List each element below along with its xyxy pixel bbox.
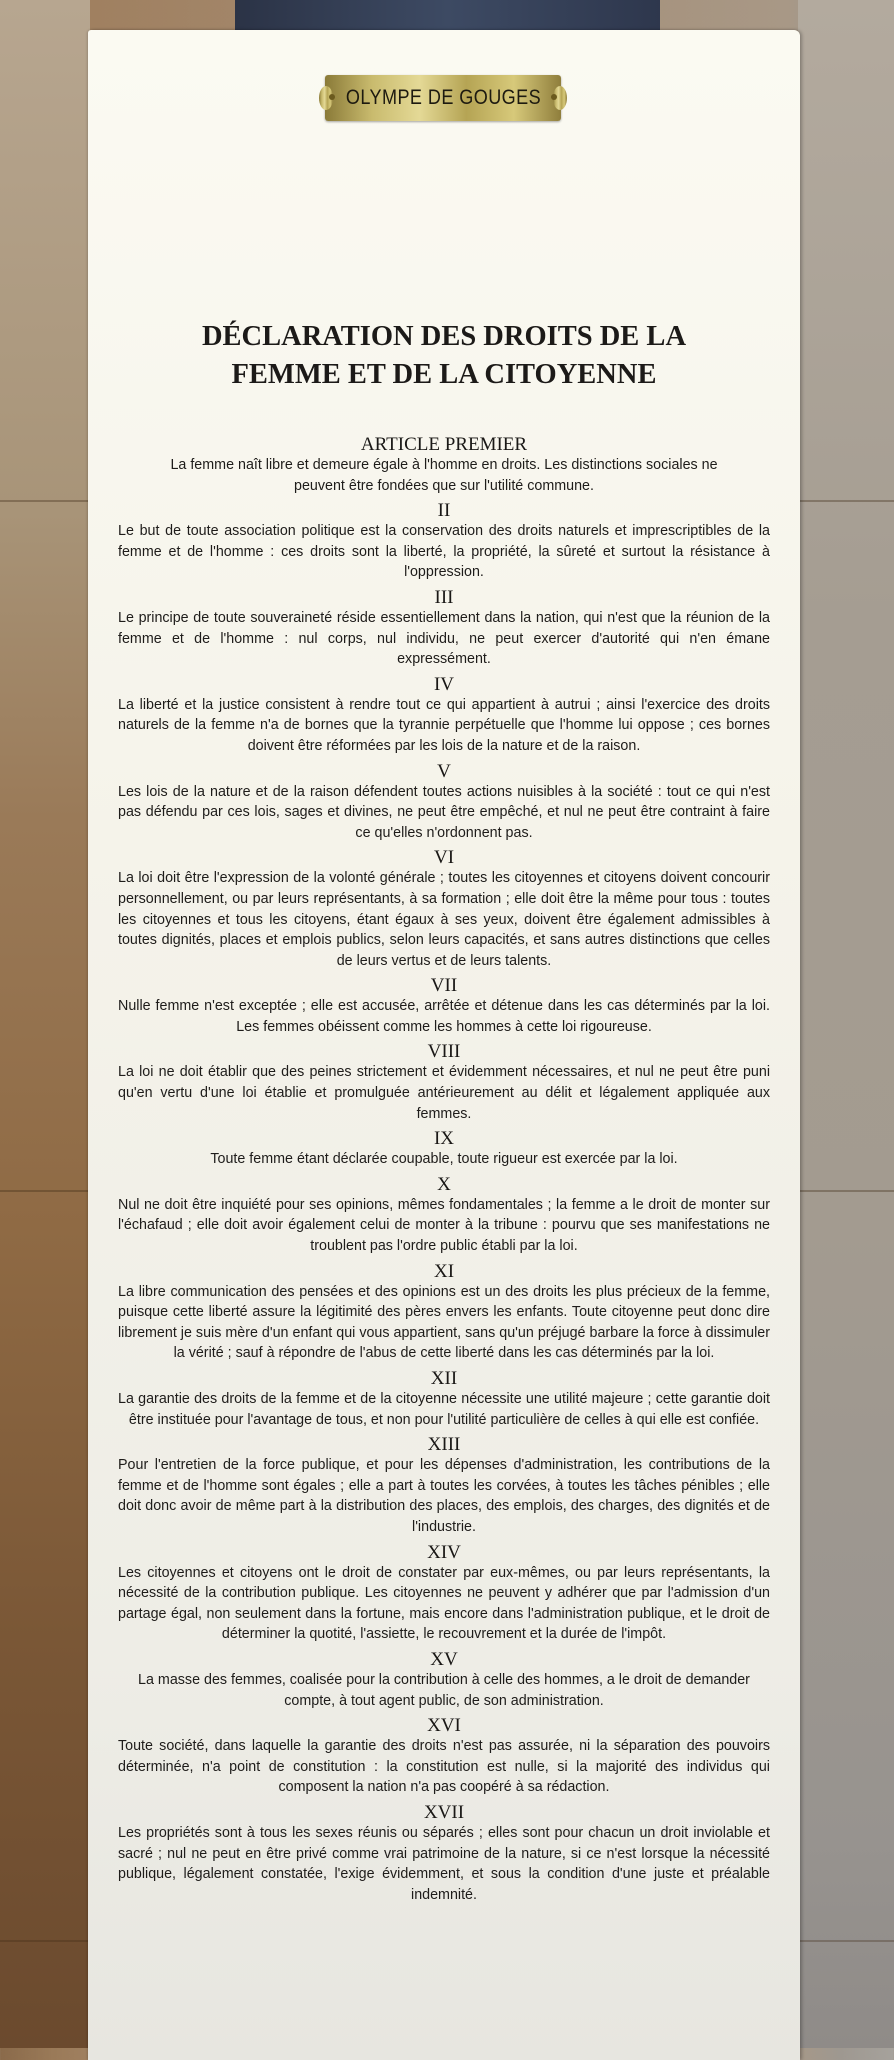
article-number: VII bbox=[430, 975, 458, 997]
article-number: XV bbox=[430, 1648, 458, 1670]
article-3 bbox=[88, 587, 800, 670]
article-14 bbox=[88, 1542, 800, 1645]
article-text: La femme naît libre et demeure égale à l'homme en droits. Les distinctions sociales ne peuvent être fondées que sur l'utilité commune. bbox=[170, 457, 718, 494]
article-number: VIII bbox=[427, 1041, 461, 1063]
article-5 bbox=[88, 761, 800, 844]
article-number: II bbox=[437, 500, 451, 522]
article-text: La libre communication des pensées et des opinions est un des droits les plus précieux de la femme, puisque cette liberté assure la légitimité des pères envers les enfants. Toute citoyenne peut donc dire librement je suis mère d'un enfant qui vous appartient, sans qu'un préjugé barbare la force à dissimuler la vérité ; sauf à répondre de l'abus de cette liberté dans les cas déterminés par la loi. bbox=[118, 1283, 770, 1362]
article-number: XII bbox=[430, 1368, 458, 1389]
article-text: La loi doit être l'expression de la volonté générale ; toutes les citoyennes et citoyens doivent concourir personnellement, ou par leurs représentants, à sa formation ; elle doit être la même pour tous : toutes les citoyennes et tous les citoyens, étant égaux à ses yeux, doivent être également admissibles à toutes dignités, places et emplois publics, selon leurs capacités, et sans autres distinctions que celles de leurs vertus et de leurs talents. bbox=[118, 870, 770, 969]
article-text: La garantie des droits de la femme et de la citoyenne nécessite une utilité majeure ; cette garantie doit être instituée pour l'avantage de tous, et non pour l'utilité particulière de celles à qui elle est confiée. bbox=[118, 1391, 770, 1428]
article-number: V bbox=[437, 760, 451, 782]
article-16 bbox=[88, 1715, 800, 1798]
article-text: Nulle femme n'est exceptée ; elle est accusée, arrêtée et détenue dans les cas déterminés par la loi. Les femmes obéissent comme les hommes à cette loi rigoureuse. bbox=[118, 998, 770, 1035]
dark-object-above-panel bbox=[235, 0, 660, 32]
article-number: X bbox=[437, 1173, 451, 1195]
plaque-label: OLYMPE DE GOUGES bbox=[345, 86, 541, 109]
title-line-2: FEMME ET DE LA CITOYENNE bbox=[231, 359, 657, 390]
article-8 bbox=[88, 1041, 800, 1124]
article-15 bbox=[88, 1649, 800, 1711]
article-text: Toute femme étant déclarée coupable, toute rigueur est exercée par la loi. bbox=[210, 1151, 678, 1168]
article-number: XI bbox=[433, 1260, 455, 1282]
rivet-icon bbox=[329, 94, 335, 100]
article-17 bbox=[88, 1802, 800, 1905]
article-1 bbox=[88, 434, 800, 496]
article-text: Nul ne doit être inquiété pour ses opinions, mêmes fondamentales ; la femme a le droit de monter sur l'échafaud ; elle doit avoir également celui de monter à la tribune : pourvu que ses manifestations ne troublent pas l'ordre public établi par la loi. bbox=[118, 1196, 770, 1255]
article-number: VI bbox=[433, 847, 455, 869]
article-number: IV bbox=[433, 673, 455, 695]
article-text: La liberté et la justice consistent à rendre tout ce qui appartient à autrui ; ainsi l'exercice des droits naturels de la femme n'a de bornes que la tyrannie perpétuelle que l'homme lui oppose ; ces bornes doivent être réformées par les lois de la nature et de la raison. bbox=[118, 696, 770, 754]
article-12 bbox=[88, 1368, 800, 1430]
article-10 bbox=[88, 1174, 800, 1257]
brass-plate bbox=[325, 75, 561, 121]
name-plaque bbox=[318, 70, 568, 126]
article-text: Le principe de toute souveraineté réside essentiellement dans la nation, qui n'est que la réunion de la femme et de l'homme : nul corps, nul individu, ne peut exercer d'autorité qui n'en émane expressément. bbox=[118, 609, 770, 668]
article-6 bbox=[88, 847, 800, 971]
article-number: III bbox=[434, 586, 454, 608]
article-text: Pour l'entretien de la force publique, et pour les dépenses d'administration, les contributions de la femme et de l'homme sont égales ; elle a part à toutes les corvées, à toutes les tâches pénibles ; elle doit donc avoir de même part à la distribution des places, des emplois, des charges, des dignités et de l'industrie. bbox=[118, 1457, 770, 1535]
article-2 bbox=[88, 500, 800, 583]
declaration-panel bbox=[88, 30, 800, 2060]
rivet-icon bbox=[551, 94, 557, 100]
article-text: La masse des femmes, coalisée pour la contribution à celle des hommes, a le droit de demander compte, à tout agent public, de son administration. bbox=[138, 1671, 750, 1709]
articles-list bbox=[88, 430, 800, 1905]
stone-wall-right bbox=[798, 0, 894, 2048]
article-text: Les citoyennes et citoyens ont le droit de constater par eux-mêmes, ou par leurs représentants, la nécessité de la contribution publique. Les citoyennes ne peuvent y adhérer que par l'admission d'un partage égal, non seulement dans la fortune, mais encore dans l'administration publique, et le droit de déterminer la quotité, l'assiette, le recouvrement et la durée de l'impôt. bbox=[118, 1564, 770, 1643]
article-number: XIV bbox=[427, 1541, 461, 1563]
article-text: Les lois de la nature et de la raison défendent toutes actions nuisibles à la société : tout ce qui n'est pas défendu par ces lois, sages et divines, ne peut être empêché, et nul ne peut être contraint à faire ce qu'elles n'ordonnent pas. bbox=[118, 783, 770, 841]
article-number: XIII bbox=[427, 1434, 461, 1456]
title-line-1: DÉCLARATION DES DROITS DE LA bbox=[201, 321, 687, 352]
article-11 bbox=[88, 1261, 800, 1364]
article-4 bbox=[88, 674, 800, 757]
article-text: Les propriétés sont à tous les sexes réunis ou séparés ; elles sont pour chacun un droit inviolable et sacré ; nul ne peut en être privé comme vrai patrimoine de la nature, si ce n'est lorsque la nécessité publique, légalement constatée, l'exige évidemment, et sous la condition d'une juste et préalable indemnité. bbox=[118, 1824, 770, 1903]
declaration-title bbox=[88, 318, 800, 394]
article-7 bbox=[88, 975, 800, 1037]
article-number: XVII bbox=[423, 1801, 465, 1823]
article-text: La loi ne doit établir que des peines strictement et évidemment nécessaires, et nul ne peut être puni qu'en vertu d'une loi établie et promulguée antérieurement au délit et légalement appliquée aux femmes. bbox=[118, 1064, 770, 1122]
article-text: Le but de toute association politique est la conservation des droits naturels et imprescriptibles de la femme et de l'homme : ces droits sont la liberté, la propriété, la sûreté et surtout la résistance à l'oppression. bbox=[118, 523, 770, 581]
article-number: ARTICLE PREMIER bbox=[360, 434, 528, 455]
article-text: Toute société, dans laquelle la garantie des droits n'est pas assurée, ni la séparation des pouvoirs déterminée, n'a point de constitution : la constitution est nulle, si la majorité des individus qui composent la nation n'a pas coopéré à sa rédaction. bbox=[118, 1738, 770, 1796]
article-13 bbox=[88, 1434, 800, 1537]
article-number: XVI bbox=[427, 1715, 461, 1737]
article-number: IX bbox=[433, 1128, 455, 1150]
article-9 bbox=[88, 1128, 800, 1170]
stone-wall-left bbox=[0, 0, 90, 2048]
